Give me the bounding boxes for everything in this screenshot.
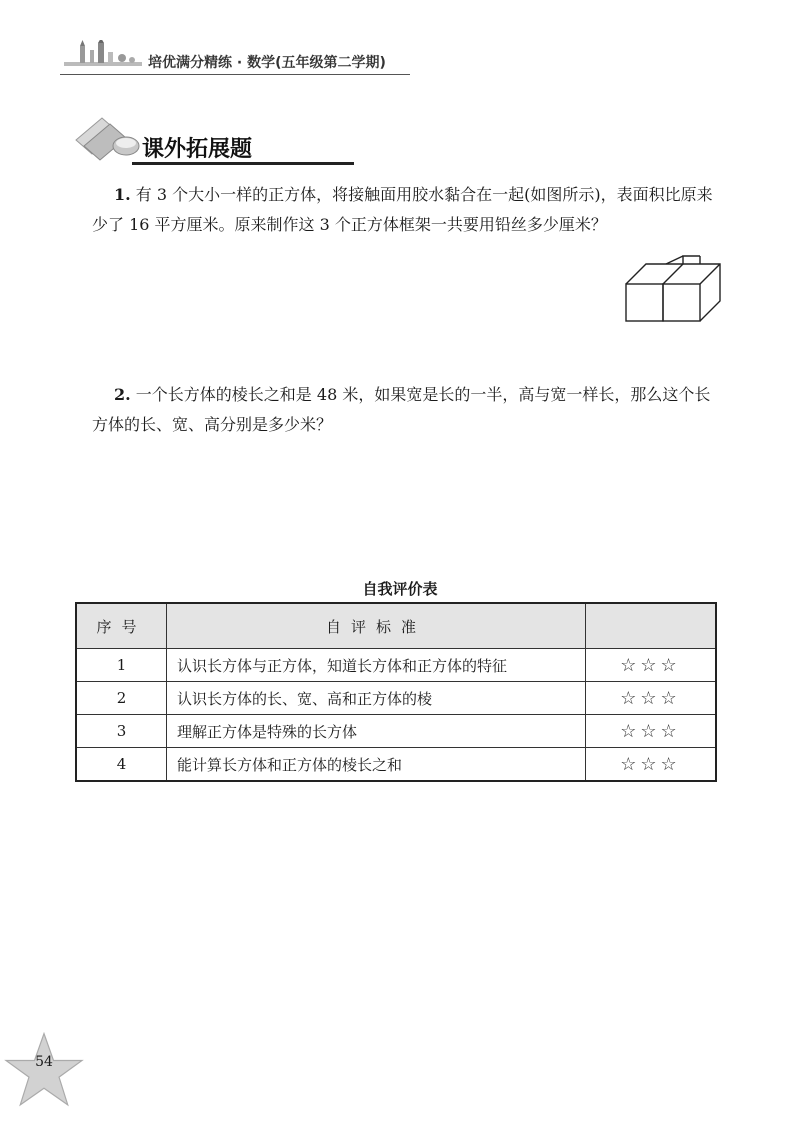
table-row (76, 649, 716, 682)
header-rule (60, 74, 410, 75)
header-title: 培优满分精练 · 数学(五年级第二学期) (148, 55, 386, 71)
section-heading (72, 110, 282, 165)
question-2 (92, 380, 722, 440)
header-criterion: 自评标准 (167, 603, 586, 649)
three-cubes-figure (624, 254, 724, 324)
books-icon (72, 110, 142, 166)
stationery-icon (60, 40, 146, 74)
row-criterion: 理解正方体是特殊的长方体 (167, 715, 586, 748)
header-stars (586, 603, 717, 649)
row-number: 2 (76, 682, 167, 715)
star-rating[interactable]: ☆☆☆ (586, 682, 717, 715)
question-text: 有 3 个大小一样的正方体，将接触面用胶水黏合在一起(如图所示)，表面积比原来少了 16 平方厘米。原来制作这 3 个正方体框架一共要用铅丝多少厘米？ (92, 185, 713, 234)
star-rating[interactable]: ☆☆☆ (586, 748, 717, 782)
evaluation-title: 自我评价表 (362, 580, 438, 598)
table-header-row (76, 603, 716, 649)
table-row (76, 715, 716, 748)
star-rating[interactable]: ☆☆☆ (586, 715, 717, 748)
row-criterion: 认识长方体的长、宽、高和正方体的棱 (167, 682, 586, 715)
table-row (76, 748, 716, 782)
star-rating[interactable]: ☆☆☆ (586, 649, 717, 682)
row-criterion: 认识长方体与正方体，知道长方体和正方体的特征 (167, 649, 586, 682)
question-text: 一个长方体的棱长之和是 48 米，如果宽是长的一半，高与宽一样长，那么这个长方体的长、宽、高分别是多少米？ (92, 385, 711, 434)
row-number: 3 (76, 715, 167, 748)
question-number: 2. (114, 385, 131, 404)
evaluation-table (75, 602, 717, 782)
table-row (76, 682, 716, 715)
page-star-icon (4, 1032, 84, 1108)
row-criterion: 能计算长方体和正方体的棱长之和 (167, 748, 586, 782)
row-number: 4 (76, 748, 167, 782)
question-1 (92, 180, 722, 240)
page-number: 54 (35, 1054, 53, 1070)
header-number: 序号 (76, 603, 167, 649)
section-title: 课外拓展题 (142, 137, 253, 162)
row-number: 1 (76, 649, 167, 682)
section-underline (132, 162, 354, 165)
page-header (60, 40, 400, 80)
question-number: 1. (114, 185, 131, 204)
